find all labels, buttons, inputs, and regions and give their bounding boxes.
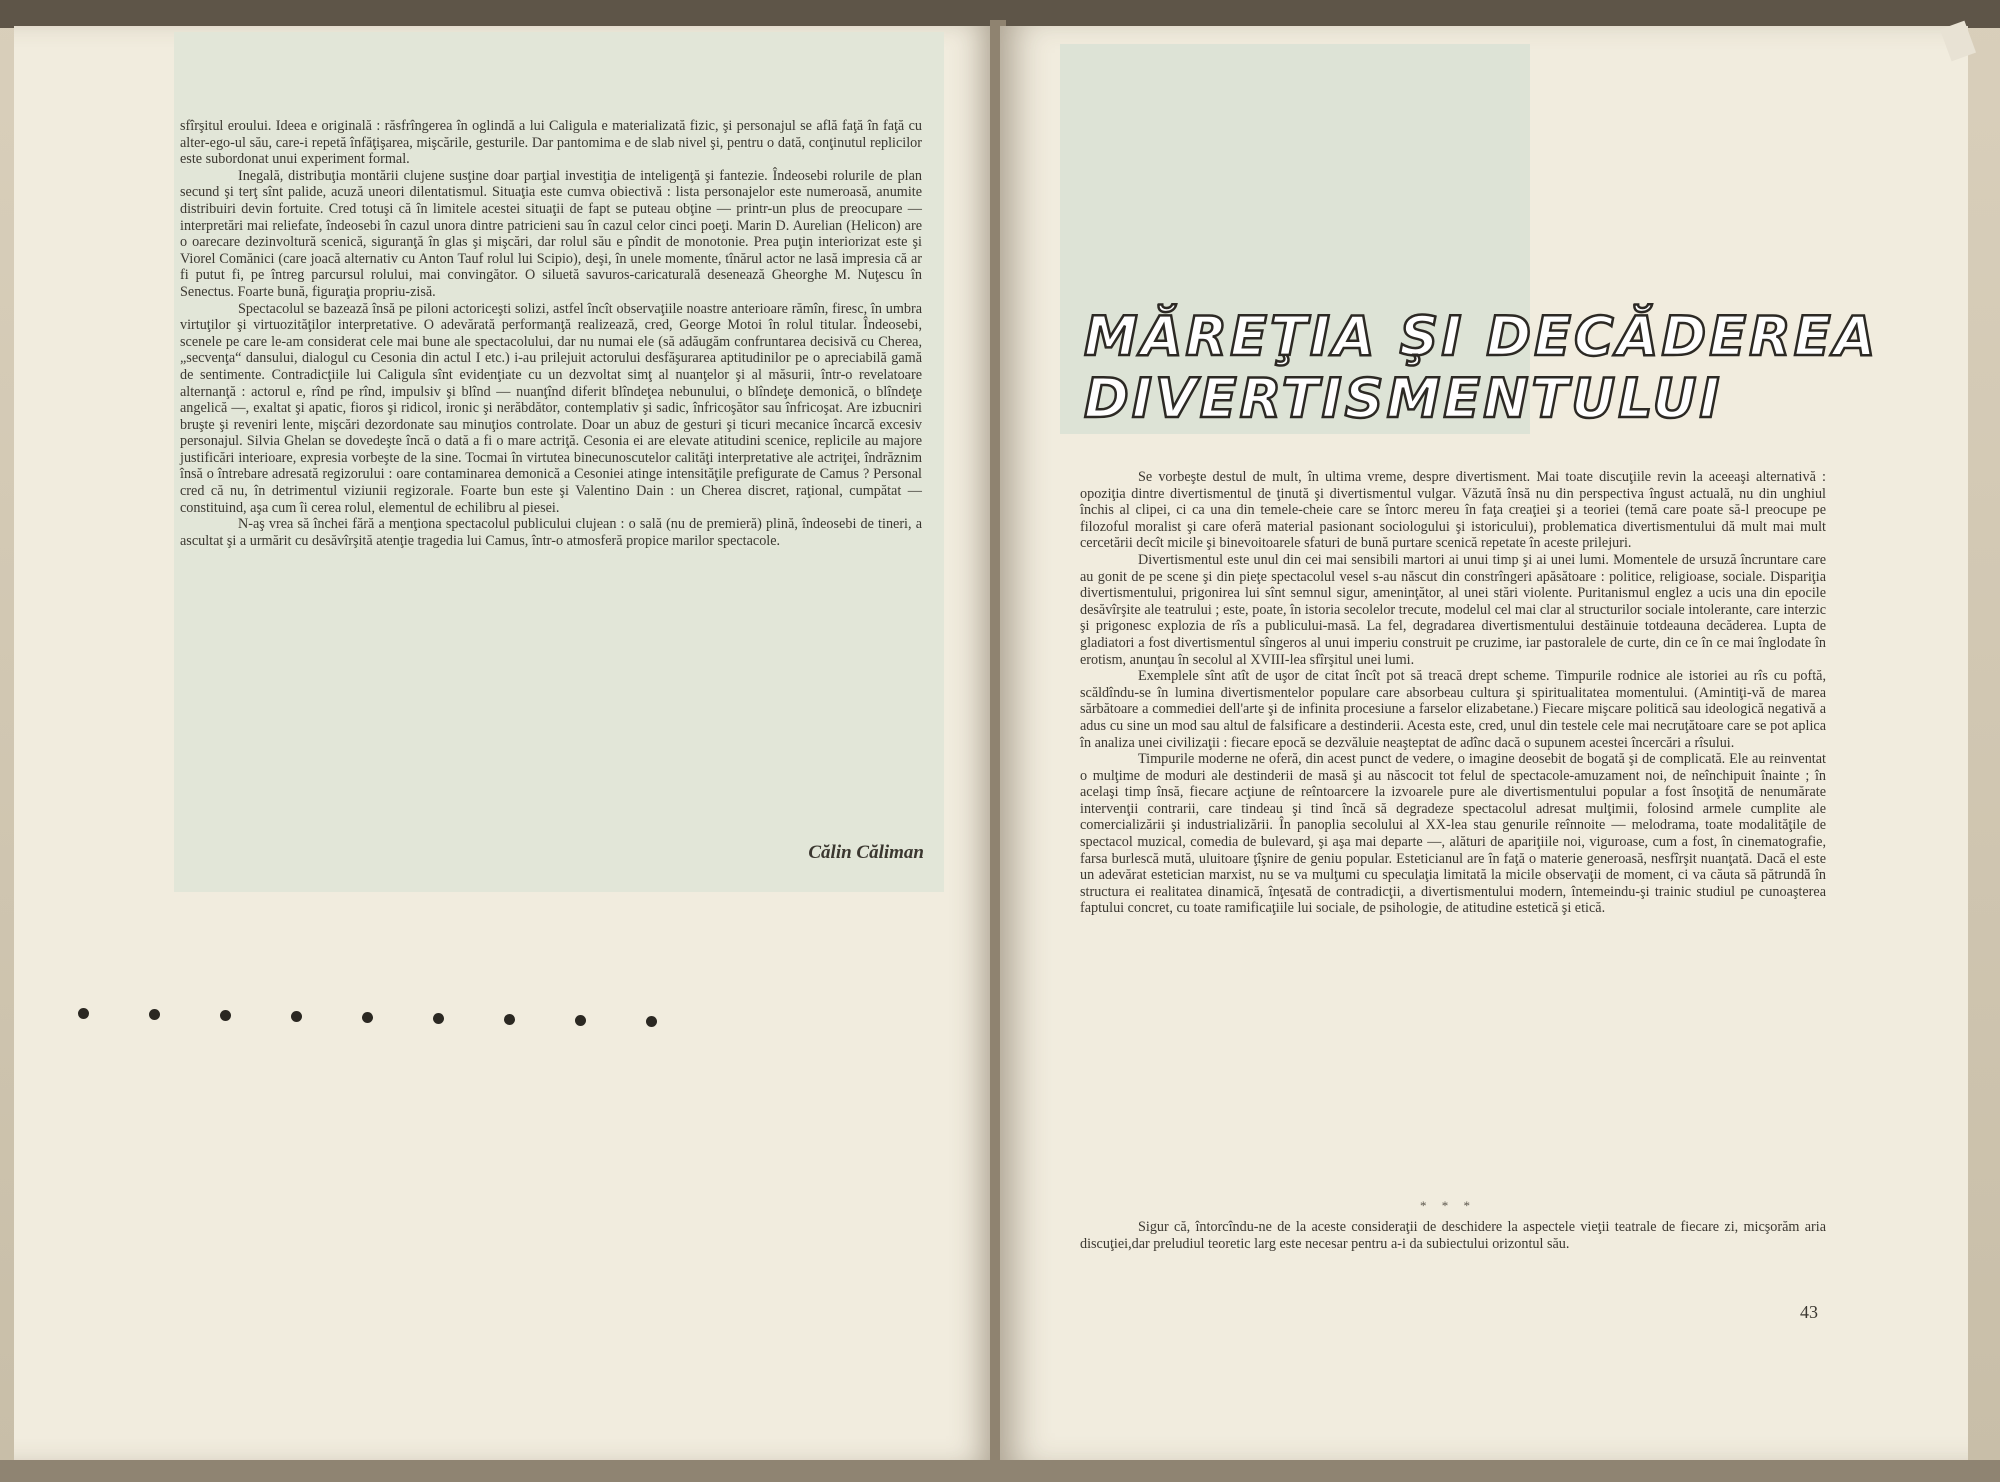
decorative-dot [220,1010,231,1021]
right-paragraph: Se vorbeşte destul de mult, în ultima vreme, despre divertisment. Mai toate discuţiile revin la aceeaşi alternativă : opoziţia dintre divertismentul de ţinută şi divertismentul vulgar. Văzută însă nu din perspectiva îngust actuală, nu din unghiul închis al clipei, ci ca una din temele-cheie care se întorc mereu în faţa creaţiei şi a teoriei (temă care poate să-l preocupe pe filozoful moralist şi care oferă material pasionant sociologului şi istoricului), problematica divertismentului dă mult mai mult cercetării decît micile şi binevoitoarele sfaturi de bună purtare scenică repetate în aceste prilejuri. [1080,469,1826,552]
closing-paragraph-block [1080,1219,1826,1252]
decorative-dot-row [78,1008,678,1038]
right-paragraph: Timpurile moderne ne oferă, din acest punct de vedere, o imagine deosebit de bogată şi de complicată. Ele au reinventat o mulţime de moduri ale destinderii de masă şi au născocit tot felul de spectacole-amuzament noi, de neînchipuit înainte ; în acelaşi timp însă, fiecare acţiune de reîntoarcere la izvoarele pure ale divertismentului popular a fost însoţită de nenumărate intervenţii contrarii, care tindeau şi tind încă să degradeze spectacolul adresat mulţimii, folosind armele cumplite ale comercializării şi industrializării. În panoplia secolului al XX-lea stau genurile reînnoite — melodrama, toate modalităţile de spectacol muzical, comedia de bulevard, şi aşa mai departe —, alături de apariţiile noi, viguroase, cum a fost, în cinematografie, farsa burlescă mută, uluitoare ţîşnire de geniu popular. Esteticianul are în faţă o materie generoasă, nesfîrşit nuanţată. Dacă el este un adevărat estetician marxist, nu se va mulţumi cu speculaţia limitată la micile observaţii de moment, ci va căuta să pătrundă în structura ei realitatea dinamică, înţesată de contradicţii, a divertismentului modern, întemeindu-şi trainic studiul pe cunoaşterea faptului concret, cu toate ramificaţiile lui sociale, de psihologie, de atitudine estetică şi etică. [1080,751,1826,917]
left-paragraph: Spectacolul se bazează însă pe piloni actoriceşti solizi, astfel încît observaţiile noastre anterioare rămîn, firesc, în umbra virtuţilor şi virtuozităţilor interpretative. O adevărată performanţă realizează, cred, George Motoi în rolul titular. Îndeosebi, scenele pe care le-am considerat cele mai bune ale spectacolului, dar nu numai ele (să adăugăm confruntarea decisivă cu Cherea, „secvenţa“ dansului, dialogul cu Cesonia din actul I etc.) i-au prilejuit actorului desfăşurarea aptitudinilor pe o apreciabilă gamă de sentimente. Contradicţiile lui Caligula sînt evidenţiate cu un dezvoltat simţ al nuanţelor şi al măsurii, într-o revelatoare alternanţă : actorul e, rînd pe rînd, impulsiv şi blînd — nuanţînd diferit blîndeţea nebunului, o blîndeţe demonică, o blîndeţe angelică —, exaltat şi apatic, fioros şi ridicol, ironic şi nerăbdător, contemplativ şi sadic, înfricoşător sau înfricoşat. Are izbucniri bruşte şi reveniri lente, mişcări dezordonate sau minuţios controlate. Doar un abuz de gesturi şi ticuri mecanice încarcă excesiv personajul. Silvia Ghelan se dovedeşte încă o dată a fi o mare actriţă. Cesonia ei are elevate atitudini scenice, replicile au majore justificări interioare, expresia vorbeşte de la sine. Tocmai în virtutea binecunoscutelor calităţi interpretative ale actriţei, îndrăznim însă o întrebare adresată regizorului : oare contaminarea demonică a Cesoniei atinge intensităţile prefigurate de Camus ? Personal cred că nu, în detrimentul viziunii regizorale. Foarte bun este şi Valentino Dain : un Cherea discret, raţional, cumpătat — constituind, aşa cum îi cerea rolul, elementul de echilibru al piesei. [180,300,922,516]
left-page-body [180,118,922,549]
decorative-dot [78,1008,89,1019]
left-page [14,26,994,1460]
decorative-dot [149,1009,160,1020]
book-cover-bottom-edge [0,1460,2000,1482]
article-title-line-1: MĂREŢIA ŞI DECĂDEREA [1084,305,1879,368]
right-page-body [1080,469,1826,917]
closing-paragraph: Sigur că, întorcîndu-ne de la aceste consideraţii de deschidere la aspectele vieţii teatrale de fiecare zi, micşorăm aria discuţiei,dar preludiul teoretic larg este necesar pentru a-i da subiectului orizontul său. [1080,1219,1826,1252]
right-paragraph: Divertismentul este unul din cei mai sensibili martori ai unui timp şi ai unei lumi. Momentele de ursuză încruntare care au gonit de pe scene şi din pieţe spectacolul vesel s-au născut din constrîngeri apăsătoare : politice, religioase, sociale. Dispariţia divertismentului, prigonirea lui sînt semnul sigur, ameninţător, al unei stări violente. Puritanismul englez a ucis una din epocile desăvîrşite ale teatrului ; este, poate, în istoria secolelor trecute, modelul cel mai clar al structurilor sociale intolerante, care interzic şi prigonesc explozia de rîs a publicului-masă. La fel, degradarea divertismentului destăinuie totdeauna decăderea. Lupta de gladiatori a fost divertismentul sîngeros al unui imperiu construit pe cruzime, iar pastoralele de curte, din ce în ce mai înglodate în erotism, anunţau în secolul al XVIII-lea sfîrşitul unei lumi. [1080,551,1826,668]
decorative-dot [504,1014,515,1025]
decorative-dot [362,1012,373,1023]
left-paragraph: sfîrşitul eroului. Ideea e originală : răsfrîngerea în oglindă a lui Caligula e materializată fizic, şi personajul se află faţă în faţă cu alter-ego-ul său, care-i repetă înfăţişarea, mişcările, gesturile. Dar pantomima e de slab nivel şi, pentru o dată, conţinutul replicilor este subordonat unui experiment formal. [180,118,922,168]
decorative-dot [291,1011,302,1022]
decorative-dot [575,1015,586,1026]
article-title [1084,305,1879,430]
left-paragraph: N-aş vrea să închei fără a menţiona spectacolul publicului clujean : o sală (nu de premieră) plină, îndeosebi de tineri, a ascultat şi a urmărit cu desăvîrşită atenţie tragedia lui Camus, într-o atmosferă propice marilor spectacole. [180,516,922,549]
article-title-line-2: DIVERTISMENTULUI [1084,367,1723,430]
decorative-dot [433,1013,444,1024]
page-number: 43 [1800,1302,1818,1322]
right-paragraph: Exemplele sînt atît de uşor de citat încît pot să treacă drept scheme. Timpurile rodnice ale istoriei au rîs cu poftă, scăldîndu-se în lumina divertismentelor populare care absorbeau cultura şi spiritualitatea momentului. (Amintiţi-vă de marea sărbătoare a commediei dell'arte şi de infinita procesiune a farselor elizabetane.) Fiecare mişcare politică sau ideologică negativă a adus cu sine un mod sau altul de falsificare a destinderii. Acesta este, cred, unul din testele cele mai necruţătoare care se pot aplica în analiza unei civilizaţii : fiecare epocă se dezvăluie neaşteptat de adînc dacă o supunem acestei încercări a rîsului. [1080,668,1826,751]
left-paragraph: Inegală, distribuţia montării clujene susţine doar parţial investiţia de inteligenţă şi fantezie. Îndeosebi rolurile de plan secund şi terţ sînt palide, acuză uneori dilentatismul. Situaţia este cumva obiectivă : lista personajelor este numeroasă, anumite distribuiri devin fortuite. Cred totuşi că în limitele acestei situaţii de fapt se puteau obţine — printr-un plus de preocupare — interpretări mai reliefate, îndeosebi în cazul unora dintre patricieni sau în cazul celor cinci poeţi. Marin D. Aurelian (Helicon) are o oarecare dezinvoltură scenică, siguranţă în glas şi mişcări, dar rolul său e pîndit de monotonie. Prea puţin interiorizat este şi Viorel Comănici (care joacă alternativ cu Anton Tauf rolul lui Scipio), deşi, în unele momente, tînărul actor ne lasă impresia că ar fi putut fi, pe întreg parcursul rolului, mai convingător. O siluetă savuros-caricaturală desenează Gheorghe M. Nuţescu în Senectus. Foarte bună, figuraţia propriu-zisă. [180,167,922,300]
decorative-dot [646,1016,657,1027]
right-page [1000,26,1968,1460]
author-signature: Călin Căliman [808,842,924,863]
section-separator: * * * [1420,1198,1476,1213]
